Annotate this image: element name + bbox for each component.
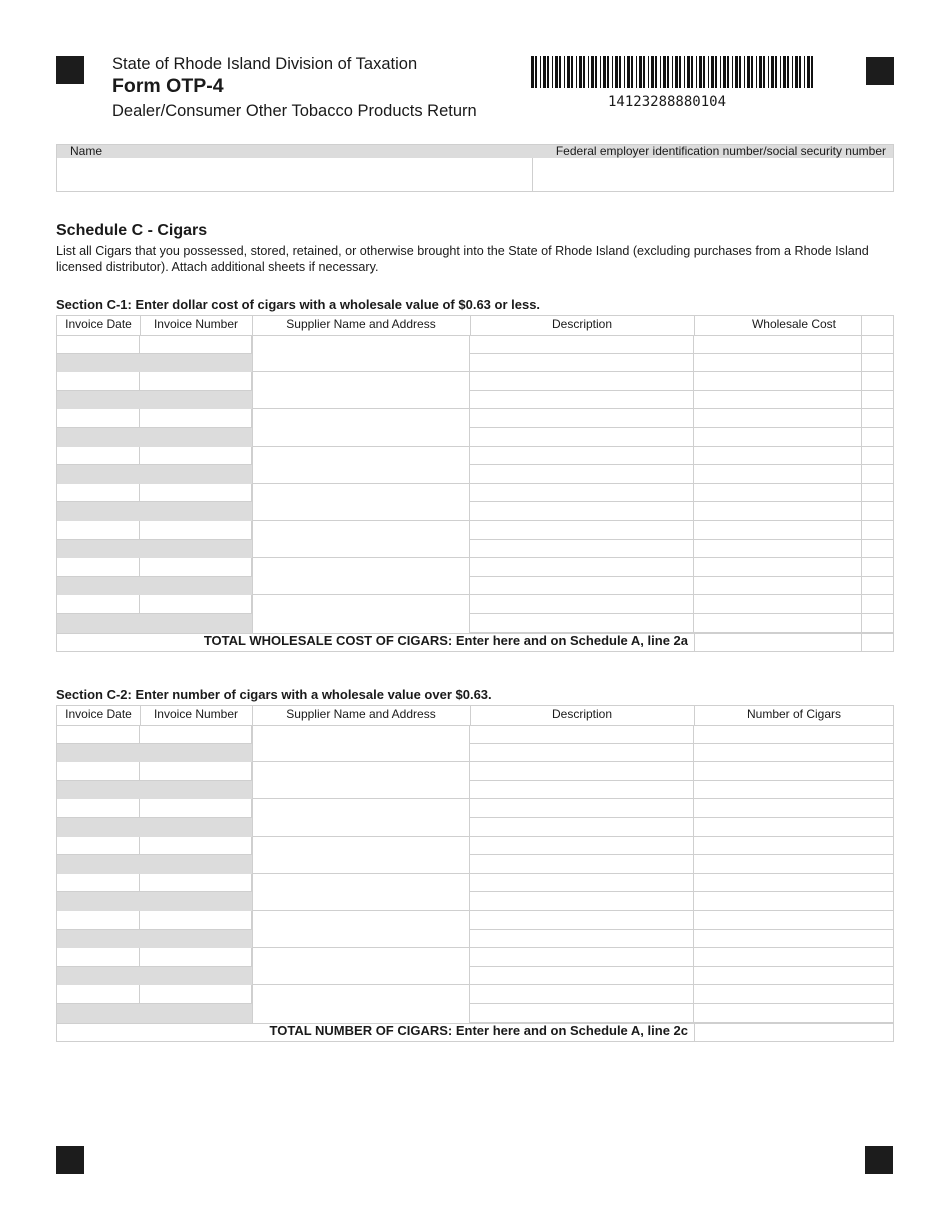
barcode-bar — [744, 56, 745, 88]
barcode-bar — [651, 56, 654, 88]
c1-total-value-field[interactable] — [694, 633, 861, 651]
c2-shaded-strip — [57, 818, 252, 837]
barcode-bar — [627, 56, 630, 88]
barcode-bar — [547, 56, 549, 88]
barcode-bar — [619, 56, 621, 88]
fein-field[interactable] — [533, 158, 893, 191]
c1-shaded-strip — [57, 428, 252, 447]
c1-total-label: TOTAL WHOLESALE COST OF CIGARS: Enter here and on Schedule A, line 2a — [203, 633, 688, 648]
c1-header-description: Description — [551, 317, 613, 331]
c2-description-field[interactable] — [470, 781, 694, 800]
c1-cents-field[interactable] — [861, 558, 893, 577]
c1-cents-field[interactable] — [861, 428, 893, 447]
c1-invoice-number-field[interactable] — [140, 447, 252, 466]
registration-mark-bottom-left — [56, 1146, 84, 1174]
barcode-bar — [531, 56, 534, 88]
c1-header-divider — [140, 316, 141, 335]
c1-cents-field[interactable] — [861, 391, 893, 410]
barcode-bar — [739, 56, 741, 88]
c1-header-cents-divider — [861, 316, 862, 335]
barcode-bar — [624, 56, 625, 88]
c1-description-field[interactable] — [470, 391, 694, 410]
barcode-bar — [564, 56, 565, 88]
barcode — [531, 56, 816, 88]
c1-header-wholesale-cost: Wholesale Cost — [751, 317, 837, 331]
c1-invoice-date-field[interactable] — [57, 372, 140, 391]
barcode-bar — [571, 56, 573, 88]
barcode-bar — [715, 56, 717, 88]
c2-invoice-number-field[interactable] — [140, 911, 252, 930]
c2-invoice-number-field[interactable] — [140, 837, 252, 856]
schedule-title: Schedule C - Cigars — [56, 222, 208, 239]
c2-description-field[interactable] — [470, 818, 694, 837]
c1-invoice-date-field[interactable] — [57, 447, 140, 466]
c2-description-field[interactable] — [470, 967, 694, 986]
barcode-bar — [607, 56, 609, 88]
c2-shaded-strip — [57, 930, 252, 949]
barcode-bar — [799, 56, 801, 88]
c2-supplier-field[interactable] — [252, 985, 470, 1022]
c1-cents-field[interactable] — [861, 595, 893, 614]
barcode-bar — [579, 56, 582, 88]
barcode-bar — [775, 56, 777, 88]
c1-value-field[interactable] — [694, 558, 861, 577]
c1-invoice-number-field[interactable] — [140, 484, 252, 503]
c2-invoice-number-field[interactable] — [140, 874, 252, 893]
c1-value-field[interactable] — [694, 614, 861, 633]
fein-label: Federal employer identification number/social security number — [555, 144, 886, 158]
barcode-bar — [735, 56, 738, 88]
barcode-bar — [679, 56, 681, 88]
c1-description-field[interactable] — [470, 447, 694, 466]
barcode-bar — [576, 56, 577, 88]
c1-value-field[interactable] — [694, 372, 861, 391]
barcode-bar — [711, 56, 714, 88]
c2-value-field[interactable] — [694, 948, 893, 967]
c2-header-divider — [694, 706, 695, 725]
barcode-bar — [667, 56, 669, 88]
c1-cents-field[interactable] — [861, 335, 893, 354]
c1-description-field[interactable] — [470, 409, 694, 428]
c2-value-field[interactable] — [694, 911, 893, 930]
c1-description-field[interactable] — [470, 521, 694, 540]
barcode-bar — [783, 56, 786, 88]
c1-shaded-strip — [57, 354, 252, 373]
c1-cents-field[interactable] — [861, 521, 893, 540]
c1-invoice-date-field[interactable] — [57, 335, 140, 354]
c2-header-divider — [252, 706, 253, 725]
c1-invoice-date-field[interactable] — [57, 484, 140, 503]
registration-mark-top-right — [866, 57, 894, 85]
barcode-bar — [600, 56, 601, 88]
agency-name: State of Rhode Island Division of Taxation — [112, 55, 418, 73]
c1-total-cents-field[interactable] — [861, 633, 893, 651]
section-c1-title: Section C-1: Enter dollar cost of cigars with a wholesale value of $0.63 or less. — [56, 297, 541, 312]
c2-header-description: Description — [551, 707, 613, 721]
c2-invoice-date-field[interactable] — [57, 948, 140, 967]
c2-supplier-field[interactable] — [252, 762, 470, 799]
barcode-bar — [687, 56, 690, 88]
barcode-number: 14123288880104 — [608, 94, 727, 110]
barcode-bar — [807, 56, 810, 88]
barcode-bar — [708, 56, 709, 88]
barcode-bar — [759, 56, 762, 88]
barcode-bar — [792, 56, 793, 88]
barcode-bar — [595, 56, 597, 88]
barcode-bar — [591, 56, 594, 88]
c2-value-field[interactable] — [694, 818, 893, 837]
c1-description-field[interactable] — [470, 614, 694, 633]
c1-description-field[interactable] — [470, 372, 694, 391]
barcode-bar — [559, 56, 561, 88]
c1-description-field[interactable] — [470, 502, 694, 521]
c2-total-label: TOTAL NUMBER OF CIGARS: Enter here and on Schedule A, line 2c — [269, 1023, 688, 1038]
barcode-bar — [631, 56, 633, 88]
c1-invoice-date-field[interactable] — [57, 558, 140, 577]
c2-description-field[interactable] — [470, 744, 694, 763]
c1-invoice-date-field[interactable] — [57, 521, 140, 540]
c2-value-field[interactable] — [694, 799, 893, 818]
c2-description-field[interactable] — [470, 985, 694, 1004]
barcode-bar — [732, 56, 733, 88]
c1-description-field[interactable] — [470, 558, 694, 577]
barcode-bar — [756, 56, 757, 88]
c1-value-field[interactable] — [694, 540, 861, 559]
c2-value-field[interactable] — [694, 725, 893, 744]
c1-value-field[interactable] — [694, 428, 861, 447]
c1-cents-field[interactable] — [861, 372, 893, 391]
c1-description-field[interactable] — [470, 354, 694, 373]
c1-invoice-date-field[interactable] — [57, 409, 140, 428]
barcode-bar — [612, 56, 613, 88]
barcode-bar — [603, 56, 606, 88]
c2-description-field[interactable] — [470, 1004, 694, 1023]
c2-shaded-strip — [57, 744, 252, 763]
c1-supplier-field[interactable] — [252, 558, 470, 595]
c2-description-field[interactable] — [470, 911, 694, 930]
c2-value-field[interactable] — [694, 762, 893, 781]
c2-value-field[interactable] — [694, 855, 893, 874]
c1-value-field[interactable] — [694, 521, 861, 540]
c2-invoice-date-field[interactable] — [57, 837, 140, 856]
barcode-bar — [691, 56, 693, 88]
c2-supplier-field[interactable] — [252, 911, 470, 948]
c2-invoice-date-field[interactable] — [57, 799, 140, 818]
c2-invoice-number-field[interactable] — [140, 762, 252, 781]
c1-supplier-field[interactable] — [252, 409, 470, 446]
barcode-bar — [751, 56, 753, 88]
name-label: Name — [70, 144, 103, 158]
barcode-bar — [636, 56, 637, 88]
c2-description-field[interactable] — [470, 930, 694, 949]
c1-invoice-number-field[interactable] — [140, 521, 252, 540]
c1-value-field[interactable] — [694, 409, 861, 428]
section-c2-table — [56, 705, 894, 1042]
c1-invoice-number-field[interactable] — [140, 409, 252, 428]
c2-invoice-number-field[interactable] — [140, 799, 252, 818]
c2-shaded-strip — [57, 1004, 252, 1023]
c1-header-supplier: Supplier Name and Address — [286, 317, 436, 331]
registration-mark-bottom-right — [865, 1146, 893, 1174]
c1-description-field[interactable] — [470, 540, 694, 559]
barcode-bar — [672, 56, 673, 88]
c2-value-field[interactable] — [694, 930, 893, 949]
c2-supplier-field[interactable] — [252, 948, 470, 985]
c2-value-field[interactable] — [694, 837, 893, 856]
name-field[interactable] — [57, 158, 532, 191]
c2-value-field[interactable] — [694, 967, 893, 986]
barcode-bar — [555, 56, 558, 88]
c1-value-field[interactable] — [694, 354, 861, 373]
c1-shaded-strip — [57, 614, 252, 633]
barcode-bar — [567, 56, 570, 88]
barcode-bar — [583, 56, 585, 88]
c2-header-divider — [140, 706, 141, 725]
barcode-bar — [787, 56, 789, 88]
c1-header-divider — [470, 316, 471, 335]
registration-mark-top-left — [56, 56, 84, 84]
c1-shaded-strip — [57, 540, 252, 559]
c2-invoice-date-field[interactable] — [57, 725, 140, 744]
c1-cents-field[interactable] — [861, 577, 893, 596]
c2-header-divider — [470, 706, 471, 725]
c1-invoice-number-field[interactable] — [140, 335, 252, 354]
c2-header-invoice-date: Invoice Date — [65, 707, 132, 721]
c1-header-divider — [694, 316, 695, 335]
c2-value-field[interactable] — [694, 744, 893, 763]
c2-invoice-date-field[interactable] — [57, 985, 140, 1004]
c1-shaded-strip — [57, 502, 252, 521]
c2-description-field[interactable] — [470, 762, 694, 781]
c1-value-field[interactable] — [694, 502, 861, 521]
c1-value-field[interactable] — [694, 391, 861, 410]
c1-supplier-field[interactable] — [252, 447, 470, 484]
barcode-bar — [780, 56, 781, 88]
c2-header-invoice-number: Invoice Number — [153, 707, 239, 721]
barcode-bar — [543, 56, 546, 88]
barcode-bar — [795, 56, 798, 88]
barcode-bar — [660, 56, 661, 88]
c2-description-field[interactable] — [470, 948, 694, 967]
barcode-bar — [655, 56, 657, 88]
c2-supplier-field[interactable] — [252, 837, 470, 874]
c2-invoice-date-field[interactable] — [57, 874, 140, 893]
c2-description-field[interactable] — [470, 725, 694, 744]
barcode-bar — [696, 56, 697, 88]
c2-value-field[interactable] — [694, 1004, 893, 1023]
barcode-bar — [703, 56, 705, 88]
c1-header-invoice-number: Invoice Number — [153, 317, 239, 331]
barcode-bar — [699, 56, 702, 88]
c1-shaded-strip — [57, 577, 252, 596]
taxpayer-id-box — [56, 144, 894, 192]
section-c2-title: Section C-2: Enter number of cigars with a wholesale value over $0.63. — [56, 687, 492, 702]
section-c1-table — [56, 315, 894, 652]
barcode-bar — [723, 56, 726, 88]
c2-description-field[interactable] — [470, 855, 694, 874]
c2-invoice-number-field[interactable] — [140, 985, 252, 1004]
c1-cents-field[interactable] — [861, 409, 893, 428]
barcode-bar — [663, 56, 666, 88]
c2-invoice-number-field[interactable] — [140, 948, 252, 967]
c2-invoice-date-field[interactable] — [57, 911, 140, 930]
c1-cents-field[interactable] — [861, 465, 893, 484]
barcode-bar — [648, 56, 649, 88]
c1-description-field[interactable] — [470, 595, 694, 614]
c1-invoice-number-field[interactable] — [140, 372, 252, 391]
c1-description-field[interactable] — [470, 465, 694, 484]
c2-description-field[interactable] — [470, 837, 694, 856]
c2-description-field[interactable] — [470, 874, 694, 893]
barcode-bar — [727, 56, 729, 88]
c1-supplier-field[interactable] — [252, 595, 470, 632]
form-title: Form OTP-4 — [112, 75, 224, 97]
barcode-bar — [768, 56, 769, 88]
c2-supplier-field[interactable] — [252, 725, 470, 762]
barcode-bar — [552, 56, 553, 88]
schedule-description: List all Cigars that you possessed, stored, retained, or otherwise brought into the State of Rhode Island (excluding purchases from a Rhode Island licensed distributor). Attach additional sheets if necessary. — [56, 244, 869, 274]
barcode-bar — [540, 56, 541, 88]
c1-header-invoice-date: Invoice Date — [65, 317, 132, 331]
c1-cents-field[interactable] — [861, 540, 893, 559]
c1-cents-field[interactable] — [861, 614, 893, 633]
c2-value-field[interactable] — [694, 781, 893, 800]
c1-value-field[interactable] — [694, 465, 861, 484]
c1-cents-field[interactable] — [861, 447, 893, 466]
barcode-bar — [720, 56, 721, 88]
c1-header-divider — [252, 316, 253, 335]
c1-value-field[interactable] — [694, 577, 861, 596]
barcode-bar — [535, 56, 537, 88]
c1-supplier-field[interactable] — [252, 335, 470, 372]
c2-description-field[interactable] — [470, 799, 694, 818]
barcode-bar — [804, 56, 805, 88]
c1-invoice-number-field[interactable] — [140, 558, 252, 577]
c2-description-field[interactable] — [470, 892, 694, 911]
c2-supplier-field[interactable] — [252, 799, 470, 836]
barcode-bar — [675, 56, 678, 88]
c2-invoice-number-field[interactable] — [140, 725, 252, 744]
c1-description-field[interactable] — [470, 484, 694, 503]
c1-description-field[interactable] — [470, 577, 694, 596]
c1-shaded-strip — [57, 391, 252, 410]
c2-shaded-strip — [57, 892, 252, 911]
barcode-bar — [639, 56, 642, 88]
c2-invoice-date-field[interactable] — [57, 762, 140, 781]
c2-shaded-strip — [57, 855, 252, 874]
c1-value-field[interactable] — [694, 484, 861, 503]
c2-shaded-strip — [57, 781, 252, 800]
barcode-bar — [763, 56, 765, 88]
c1-value-field[interactable] — [694, 335, 861, 354]
barcode-bar — [747, 56, 750, 88]
c2-total-value-field[interactable] — [694, 1023, 893, 1041]
c2-value-field[interactable] — [694, 892, 893, 911]
c1-shaded-strip — [57, 465, 252, 484]
c2-shaded-strip — [57, 967, 252, 986]
barcode-bar — [811, 56, 813, 88]
form-subtitle: Dealer/Consumer Other Tobacco Products Return — [112, 102, 477, 120]
barcode-bar — [684, 56, 685, 88]
c2-header-number-of-cigars: Number of Cigars — [746, 707, 842, 721]
c1-supplier-field[interactable] — [252, 372, 470, 409]
c1-cents-field[interactable] — [861, 354, 893, 373]
c2-supplier-field[interactable] — [252, 874, 470, 911]
c1-cents-field[interactable] — [861, 502, 893, 521]
c1-invoice-number-field[interactable] — [140, 595, 252, 614]
barcode-bar — [615, 56, 618, 88]
barcode-bar — [643, 56, 645, 88]
c1-invoice-date-field[interactable] — [57, 595, 140, 614]
c2-value-field[interactable] — [694, 874, 893, 893]
c1-cents-field[interactable] — [861, 484, 893, 503]
barcode-bar — [588, 56, 589, 88]
c2-header-supplier: Supplier Name and Address — [286, 707, 436, 721]
c1-supplier-field[interactable] — [252, 484, 470, 521]
c1-value-field[interactable] — [694, 447, 861, 466]
barcode-bar — [771, 56, 774, 88]
c2-value-field[interactable] — [694, 985, 893, 1004]
c1-description-field[interactable] — [470, 335, 694, 354]
c1-supplier-field[interactable] — [252, 521, 470, 558]
c1-value-field[interactable] — [694, 595, 861, 614]
c1-description-field[interactable] — [470, 428, 694, 447]
